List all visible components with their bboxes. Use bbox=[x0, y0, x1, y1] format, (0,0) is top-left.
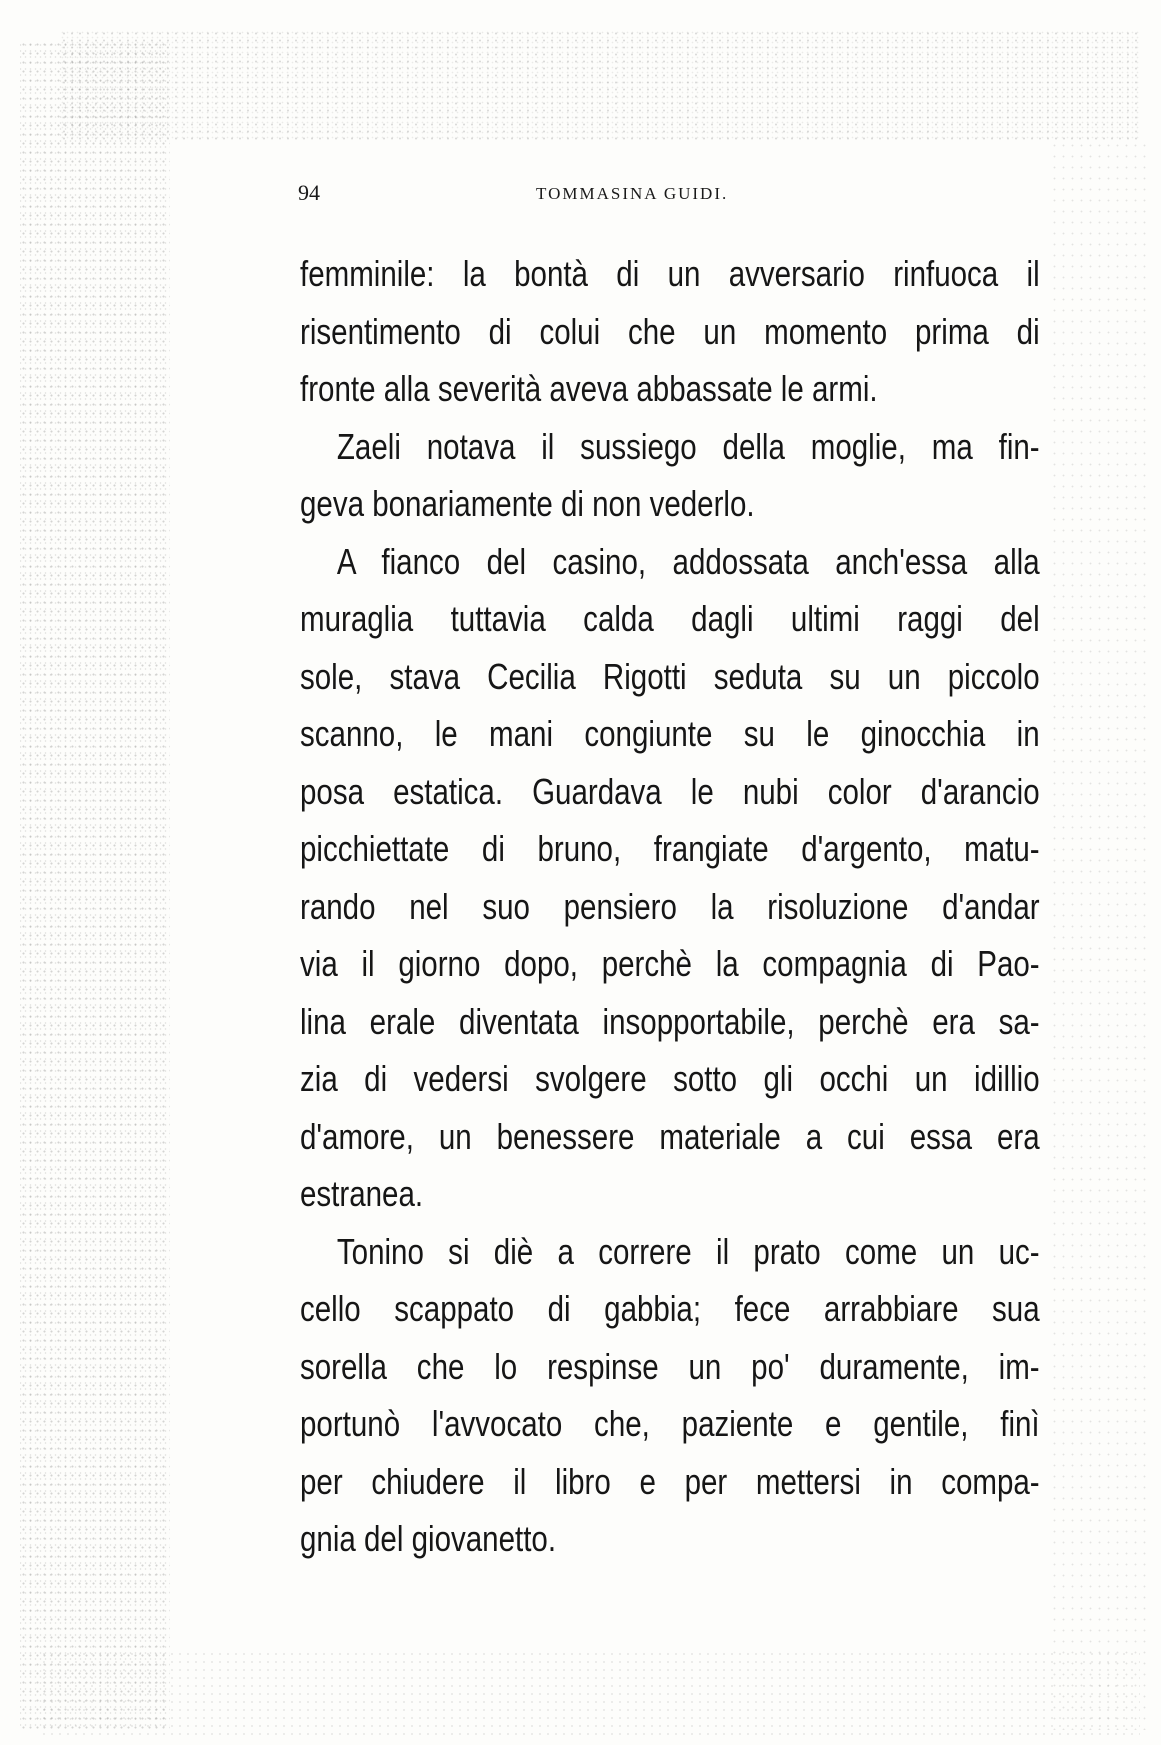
text-line: gnia del giovanetto. bbox=[300, 1518, 557, 1559]
body-text bbox=[300, 245, 1040, 1568]
text-line: muraglia tuttavia calda dagli ultimi raggi del bbox=[300, 598, 1040, 639]
paragraph bbox=[300, 533, 1040, 1223]
page-header bbox=[298, 180, 1038, 210]
text-line: femminile: la bontà di un avversario rinfuoca il bbox=[300, 253, 1040, 294]
text-line: sorella che lo respinse un po' duramente, im- bbox=[300, 1345, 1040, 1387]
text-line: sole, stava Cecilia Rigotti seduta su un piccolo bbox=[300, 655, 1040, 697]
page-number: 94 bbox=[298, 180, 320, 205]
text-line: picchiettate di bruno, frangiate d'argento, matu- bbox=[300, 828, 1040, 869]
paragraph bbox=[300, 1223, 1040, 1568]
text-line: A fianco del casino, addossata anch'essa alla bbox=[336, 540, 1040, 582]
text-line: zia di vedersi svolgere sotto gli occhi un idillio bbox=[300, 1058, 1040, 1099]
paragraph bbox=[300, 245, 1040, 418]
scan-noise-top bbox=[60, 30, 1140, 140]
text-line: rando nel suo pensiero la risoluzione d'andar bbox=[300, 885, 1040, 927]
text-line: Zaeli notava il sussiego della moglie, ma fin- bbox=[336, 425, 1040, 467]
text-line: lina erale diventata insopportabile, perchè era sa- bbox=[300, 1000, 1040, 1042]
text-line: via il giorno dopo, perchè la compagnia di Pao- bbox=[300, 943, 1040, 984]
text-line: geva bonariamente di non vederlo. bbox=[300, 483, 755, 524]
text-line: cello scappato di gabbia; fece arrabbiare sua bbox=[300, 1288, 1040, 1329]
text-line: d'amore, un benessere materiale a cui essa era bbox=[300, 1115, 1040, 1157]
text-line: Tonino si diè a correre il prato come un uc- bbox=[336, 1230, 1040, 1272]
text-line: estranea. bbox=[300, 1173, 424, 1214]
running-head: TOMMASINA GUIDI. bbox=[536, 184, 729, 203]
text-line: per chiudere il libro e per mettersi in compa- bbox=[300, 1460, 1040, 1502]
text-line: portunò l'avvocato che, paziente e gentile, finì bbox=[300, 1403, 1040, 1444]
scan-noise-right bbox=[1050, 140, 1150, 1730]
text-line: risentimento di colui che un momento prima di bbox=[300, 310, 1040, 352]
scan-noise-bottom bbox=[40, 1650, 1140, 1735]
text-line: fronte alla severità aveva abbassate le armi. bbox=[300, 368, 878, 409]
text-line: posa estatica. Guardava le nubi color d'arancio bbox=[300, 770, 1040, 812]
paragraph bbox=[300, 418, 1040, 533]
scan-noise-left bbox=[20, 40, 170, 1730]
text-line: scanno, le mani congiunte su le ginocchia in bbox=[300, 713, 1040, 754]
